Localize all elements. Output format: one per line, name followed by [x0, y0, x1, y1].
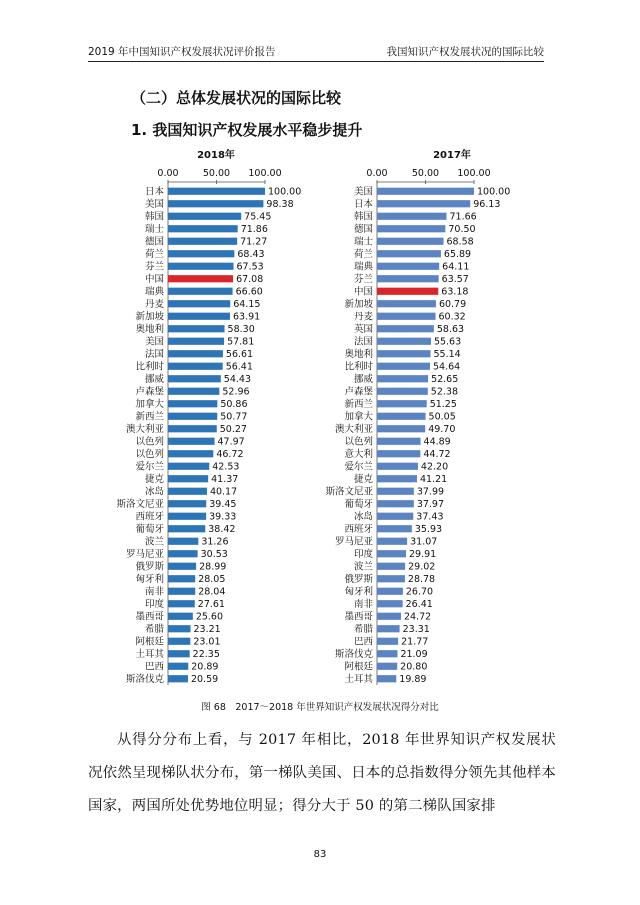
- category-label: 挪威: [353, 374, 373, 386]
- data-label: 39.45: [209, 499, 237, 511]
- category-label: 比利时: [344, 361, 373, 373]
- category-label: 瑞士: [353, 236, 373, 248]
- bar: [377, 313, 436, 320]
- bar: [377, 513, 413, 520]
- category-label: 卢森堡: [135, 386, 164, 398]
- data-label: 68.58: [446, 236, 474, 248]
- bar: [168, 350, 223, 357]
- bar: [377, 213, 447, 220]
- bar: [377, 350, 430, 357]
- data-label: 52.96: [222, 386, 250, 398]
- data-label: 54.43: [223, 374, 252, 386]
- category-label: 阿根廷: [135, 636, 164, 648]
- category-label: 挪威: [144, 374, 164, 386]
- category-label: 葡萄牙: [344, 499, 373, 511]
- data-label: 31.26: [201, 536, 229, 548]
- category-label: 法国: [353, 336, 373, 348]
- category-label: 波兰: [353, 561, 373, 573]
- bar: [377, 488, 414, 495]
- bar: [377, 563, 405, 570]
- data-label: 30.53: [200, 549, 228, 561]
- category-label: 比利时: [135, 361, 164, 373]
- bar: [168, 525, 205, 532]
- data-label: 64.11: [442, 261, 470, 273]
- category-label: 德国: [144, 236, 164, 248]
- bar: [168, 488, 207, 495]
- bar: [377, 600, 403, 607]
- category-label: 荷兰: [353, 249, 373, 261]
- category-label: 罗马尼亚: [334, 536, 373, 548]
- category-label: 加拿大: [135, 399, 164, 411]
- data-label: 24.72: [403, 611, 432, 623]
- data-label: 20.80: [400, 661, 428, 673]
- highlight-bar: [377, 288, 438, 295]
- category-label: 爱尔兰: [135, 461, 164, 473]
- data-label: 47.97: [217, 436, 245, 448]
- data-label: 28.99: [199, 561, 227, 573]
- bar: [377, 438, 421, 445]
- category-label: 以色列: [344, 436, 373, 448]
- category-label: 新加坡: [135, 311, 164, 323]
- category-label: 韩国: [144, 211, 164, 223]
- bar: [168, 600, 195, 607]
- category-label: 葡萄牙: [135, 524, 164, 536]
- category-label: 捷克: [353, 474, 373, 486]
- category-label: 土耳其: [344, 674, 373, 686]
- category-label: 奥地利: [135, 324, 164, 336]
- bar: [168, 400, 217, 407]
- category-label: 澳大利亚: [334, 424, 373, 436]
- category-label: 新西兰: [344, 399, 373, 411]
- data-label: 49.70: [428, 424, 456, 436]
- category-label: 希腊: [353, 624, 373, 636]
- data-label: 50.27: [219, 424, 247, 436]
- data-label: 50.77: [220, 411, 248, 423]
- data-label: 40.17: [209, 486, 238, 498]
- category-label: 匈牙利: [135, 574, 164, 586]
- data-label: 23.01: [193, 636, 221, 648]
- bar: [377, 675, 396, 682]
- data-label: 55.63: [433, 336, 462, 348]
- category-label: 捷克: [144, 474, 164, 486]
- bar: [168, 263, 234, 270]
- page-number: 83: [313, 849, 327, 860]
- bar: [377, 450, 420, 457]
- data-label: 50.86: [220, 399, 248, 411]
- data-label: 58.30: [227, 324, 255, 336]
- bar: [168, 450, 213, 457]
- bar: [377, 325, 434, 332]
- chart-title: 2018年: [197, 150, 235, 161]
- data-label: 67.08: [236, 274, 264, 286]
- data-label: 44.89: [423, 436, 451, 448]
- bar: [168, 250, 234, 257]
- data-label: 63.18: [441, 286, 469, 298]
- bar: [168, 575, 195, 582]
- bar: [168, 238, 237, 245]
- data-label: 50.05: [428, 411, 456, 423]
- bar: [377, 375, 428, 382]
- data-label: 68.43: [237, 249, 265, 261]
- category-label: 斯洛伐克: [125, 674, 164, 686]
- category-label: 德国: [353, 224, 373, 236]
- data-label: 57.81: [227, 336, 255, 348]
- category-label: 俄罗斯: [135, 561, 164, 573]
- category-label: 美国: [144, 199, 164, 211]
- category-label: 罗马尼亚: [125, 549, 164, 561]
- bar: [168, 675, 188, 682]
- category-label: 意大利: [344, 449, 373, 461]
- data-label: 56.61: [225, 349, 254, 361]
- bar: [168, 550, 198, 557]
- data-label: 29.02: [408, 561, 436, 573]
- running-header-right: 我国知识产权发展状况的国际比较: [386, 46, 544, 58]
- data-label: 60.79: [438, 299, 467, 311]
- data-label: 63.91: [232, 311, 261, 323]
- data-label: 22.35: [192, 649, 220, 661]
- data-label: 44.72: [423, 449, 451, 461]
- bar: [377, 538, 407, 545]
- category-label: 巴西: [353, 636, 373, 648]
- category-label: 加拿大: [344, 411, 373, 423]
- category-label: 丹麦: [353, 311, 373, 323]
- category-label: 瑞士: [144, 224, 164, 236]
- category-label: 丹麦: [144, 299, 164, 311]
- bar: [168, 313, 230, 320]
- bar: [168, 475, 208, 482]
- highlight-bar: [168, 275, 233, 282]
- bar: [168, 388, 219, 395]
- category-label: 韩国: [353, 211, 373, 223]
- category-label: 西班牙: [135, 511, 164, 523]
- data-label: 41.21: [419, 474, 448, 486]
- bar: [168, 513, 206, 520]
- category-label: 法国: [144, 349, 164, 361]
- data-label: 96.13: [473, 199, 501, 211]
- category-label: 西班牙: [344, 524, 373, 536]
- bar: [168, 663, 188, 670]
- category-label: 芬兰: [353, 274, 373, 286]
- data-label: 20.59: [190, 674, 219, 686]
- category-label: 冰岛: [353, 511, 373, 523]
- x-tick-label: 0.00: [157, 168, 179, 179]
- category-label: 英国: [353, 324, 373, 336]
- data-label: 52.65: [431, 374, 459, 386]
- bar: [168, 375, 221, 382]
- x-tick-label: 100.00: [457, 168, 491, 179]
- data-label: 25.60: [195, 611, 224, 623]
- data-label: 56.41: [225, 361, 253, 373]
- category-label: 匈牙利: [344, 586, 373, 598]
- bar: [377, 238, 444, 245]
- data-label: 35.93: [414, 524, 443, 536]
- bar: [168, 538, 198, 545]
- category-label: 日本: [144, 186, 164, 198]
- bar: [377, 575, 405, 582]
- category-label: 斯洛伐克: [334, 649, 373, 661]
- bar: [168, 300, 230, 307]
- bar: [168, 613, 193, 620]
- bar: [377, 400, 427, 407]
- data-label: 98.38: [266, 199, 294, 211]
- data-label: 51.25: [429, 399, 457, 411]
- category-label: 南非: [144, 586, 164, 598]
- category-label: 卢森堡: [344, 386, 373, 398]
- bar: [377, 475, 417, 482]
- section-title: （二）总体发展状况的国际比较: [131, 89, 342, 107]
- category-label: 爱尔兰: [344, 461, 373, 473]
- bar: [168, 463, 209, 470]
- category-label: 新西兰: [135, 411, 164, 423]
- category-label: 南非: [353, 599, 373, 611]
- bar: [168, 213, 241, 220]
- bar: [168, 363, 223, 370]
- data-label: 28.05: [198, 574, 226, 586]
- data-label: 37.43: [416, 511, 444, 523]
- category-label: 芬兰: [144, 261, 164, 273]
- data-label: 28.78: [407, 574, 436, 586]
- bar: [168, 650, 190, 657]
- data-label: 21.77: [401, 636, 429, 648]
- data-label: 46.72: [216, 449, 244, 461]
- category-label: 土耳其: [135, 649, 164, 661]
- data-label: 67.53: [236, 261, 264, 273]
- data-label: 28.04: [198, 586, 226, 598]
- data-label: 41.37: [211, 474, 239, 486]
- bar: [377, 638, 398, 645]
- x-tick-label: 0.00: [366, 168, 388, 179]
- data-label: 100.00: [268, 186, 302, 198]
- data-label: 26.70: [405, 586, 434, 598]
- subsection-title: 1. 我国知识产权发展水平稳步提升: [131, 121, 363, 139]
- bar: [377, 275, 439, 282]
- bar: [168, 638, 190, 645]
- data-label: 71.27: [240, 236, 268, 248]
- category-label: 印度: [353, 549, 373, 561]
- bar: [168, 588, 195, 595]
- data-label: 75.45: [244, 211, 272, 223]
- data-label: 66.60: [235, 286, 263, 298]
- category-label: 冰岛: [144, 486, 164, 498]
- category-label: 墨西哥: [135, 611, 164, 623]
- bar: [377, 250, 441, 257]
- x-tick-label: 100.00: [248, 168, 282, 179]
- category-label: 瑞典: [144, 286, 164, 298]
- bar: [377, 363, 430, 370]
- data-label: 60.32: [438, 311, 466, 323]
- category-label: 斯洛文尼亚: [325, 486, 373, 498]
- chart-title: 2017年: [433, 150, 471, 161]
- category-label: 以色列: [135, 436, 164, 448]
- category-label: 阿根廷: [344, 661, 373, 673]
- data-label: 37.99: [416, 486, 445, 498]
- data-label: 19.89: [399, 674, 427, 686]
- bar: [377, 425, 425, 432]
- bar: [377, 188, 474, 195]
- category-label: 新加坡: [344, 299, 373, 311]
- data-label: 37.97: [416, 499, 445, 511]
- bar: [168, 500, 206, 507]
- category-label: 美国: [353, 186, 373, 198]
- figure-caption: 图 68 2017～2018 年世界知识产权发展状况得分对比: [201, 702, 439, 713]
- category-label: 中国: [353, 286, 373, 298]
- bar: [168, 225, 238, 232]
- data-label: 27.61: [197, 599, 225, 611]
- data-label: 100.00: [477, 186, 511, 198]
- data-label: 58.63: [436, 324, 465, 336]
- data-label: 20.89: [191, 661, 219, 673]
- data-label: 42.20: [420, 461, 449, 473]
- data-label: 42.53: [212, 461, 240, 473]
- category-label: 日本: [353, 199, 373, 211]
- data-label: 70.50: [448, 224, 476, 236]
- category-label: 波兰: [144, 536, 164, 548]
- bar: [377, 550, 406, 557]
- bar: [377, 200, 470, 207]
- bar: [168, 188, 265, 195]
- bar: [377, 588, 403, 595]
- bar: [377, 263, 439, 270]
- data-label: 21.09: [400, 649, 428, 661]
- data-label: 54.64: [433, 361, 461, 373]
- category-label: 斯洛文尼亚: [116, 499, 164, 511]
- data-label: 71.86: [240, 224, 268, 236]
- body-paragraph: 从得分分布上看，与 2017 年相比，2018 年世界知识产权发展状况依然呈现梯队状分布，第一梯队美国、日本的总指数得分领先其他样本国家，两国所处优势地位明显；得分大于 50 的第二梯队国家排: [88, 732, 556, 814]
- category-label: 瑞典: [353, 261, 373, 273]
- x-tick-label: 50.00: [411, 168, 440, 179]
- bar: [168, 288, 233, 295]
- data-label: 55.14: [433, 349, 461, 361]
- category-label: 印度: [144, 599, 164, 611]
- bar: [377, 650, 397, 657]
- category-label: 以色列: [135, 449, 164, 461]
- bar: [168, 563, 196, 570]
- data-label: 64.15: [233, 299, 261, 311]
- category-label: 荷兰: [144, 249, 164, 261]
- data-label: 23.31: [402, 624, 430, 636]
- bar: [377, 388, 428, 395]
- bar: [377, 338, 431, 345]
- x-tick-label: 50.00: [202, 168, 231, 179]
- bar: [377, 663, 397, 670]
- data-label: 31.07: [410, 536, 438, 548]
- data-label: 71.66: [449, 211, 477, 223]
- category-label: 奥地利: [344, 349, 373, 361]
- category-label: 美国: [144, 336, 164, 348]
- bar: [168, 425, 217, 432]
- category-label: 中国: [144, 274, 164, 286]
- bar: [168, 200, 263, 207]
- data-label: 29.91: [409, 549, 437, 561]
- data-label: 65.89: [443, 249, 472, 261]
- bar: [168, 438, 215, 445]
- category-label: 希腊: [144, 624, 164, 636]
- bar: [377, 500, 414, 507]
- bar: [377, 300, 436, 307]
- data-label: 39.33: [209, 511, 237, 523]
- bar: [168, 625, 191, 632]
- data-label: 38.42: [208, 524, 236, 536]
- running-header-left: 2019 年中国知识产权发展状况评价报告: [88, 46, 276, 58]
- bar: [377, 613, 401, 620]
- category-label: 澳大利亚: [125, 424, 164, 436]
- bar: [377, 525, 412, 532]
- data-label: 63.57: [441, 274, 469, 286]
- bar: [377, 625, 400, 632]
- bar: [168, 325, 225, 332]
- data-label: 52.38: [430, 386, 459, 398]
- bar: [168, 338, 224, 345]
- category-label: 巴西: [144, 661, 164, 673]
- bar: [377, 413, 426, 420]
- category-label: 俄罗斯: [344, 574, 373, 586]
- bar: [168, 413, 217, 420]
- bar: [377, 463, 418, 470]
- category-label: 墨西哥: [344, 611, 373, 623]
- bar: [377, 225, 445, 232]
- data-label: 26.41: [405, 599, 433, 611]
- data-label: 23.21: [193, 624, 221, 636]
